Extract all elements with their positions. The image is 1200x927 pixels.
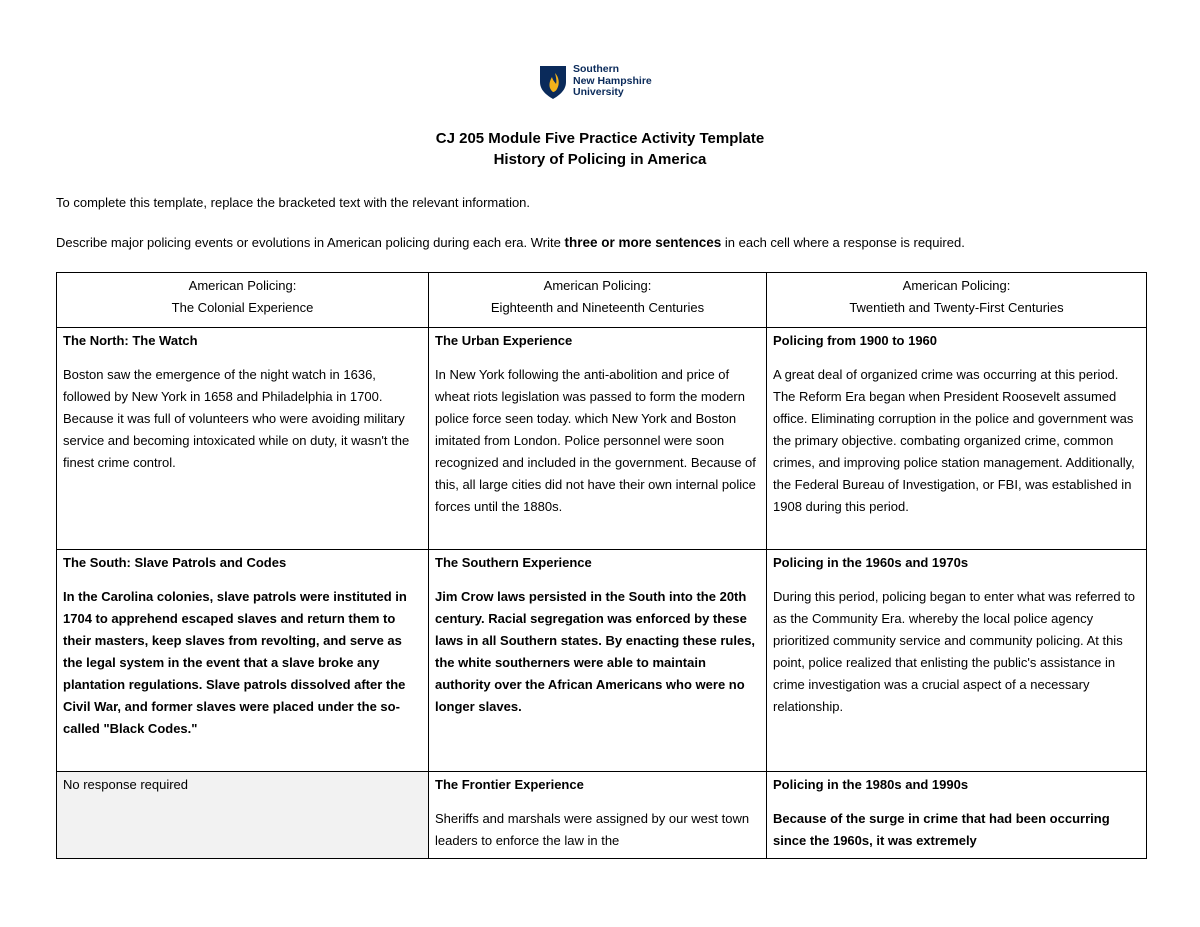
cell-body: During this period, policing began to enter what was referred to as the Community Era. whereby the local police agency prioritized community service and community policing. At this point, police realized that enlisting the public's assistance in crime investigation was a crucial aspect of a necessary relationship. <box>773 589 1136 714</box>
table-row <box>57 772 1147 859</box>
cell-1900-1960[interactable] <box>767 328 1147 550</box>
document-title <box>0 128 1200 170</box>
cell-body: Jim Crow laws persisted in the South into the 20th century. Racial segregation was enforced by these laws in all Southern states. By enacting these rules, the white southerners were able to maintain authority over the African Americans who were no longer slaves. <box>435 589 756 714</box>
cell-title: The Urban Experience <box>435 333 573 348</box>
cell-title: Policing in the 1960s and 1970s <box>773 555 969 570</box>
cell-body: In New York following the anti-abolition and price of wheat riots legislation was passed to form the modern police force seen today. which New York and Boston imitated from London. Police personnel were soon recognized and included in the government. Because of this, all large cities did not have their own internal police forces until the 1880s. <box>435 367 756 514</box>
table-header-row <box>57 273 1147 328</box>
header-sublabel: The Colonial Experience <box>171 300 314 315</box>
instruction-line-2-end: in each cell where a response is required. <box>721 235 965 250</box>
cell-north-watch[interactable] <box>57 328 429 550</box>
shield-flame-icon <box>538 64 568 100</box>
header-sublabel: Twentieth and Twenty-First Centuries <box>849 300 1064 315</box>
cell-title: The North: The Watch <box>63 333 198 348</box>
logo-line-3: University <box>573 86 624 98</box>
instruction-line-2-start: Describe major policing events or evolutions in American policing during each era. Write <box>56 235 565 250</box>
cell-title: Policing from 1900 to 1960 <box>773 333 938 348</box>
logo-wordmark <box>573 64 652 99</box>
cell-body: Boston saw the emergence of the night watch in 1636, followed by New York in 1658 and Philadelphia in 1700. Because it was full of volunteers who were avoiding military service and becoming intoxicated while on duty, it wasn't the finest crime control. <box>63 367 410 470</box>
table-row <box>57 550 1147 772</box>
instruction-line-1: To complete this template, replace the bracketed text with the relevant information. <box>56 195 531 210</box>
instruction-line-2 <box>56 234 965 252</box>
header-sublabel: Eighteenth and Nineteenth Centuries <box>490 300 705 315</box>
table-row <box>57 328 1147 550</box>
cell-title: Policing in the 1980s and 1990s <box>773 777 969 792</box>
cell-title: The South: Slave Patrols and Codes <box>63 555 287 570</box>
header-18th-19th <box>429 273 767 328</box>
title-line-2: History of Policing in America <box>493 151 707 168</box>
header-label: American Policing: <box>188 278 297 293</box>
cell-body: Because of the surge in crime that had been occurring since the 1960s, it was extremely <box>773 811 1110 848</box>
instruction-line-2-bold: three or more sentences <box>564 235 722 250</box>
logo-line-1: Southern <box>573 63 620 75</box>
cell-slave-patrols[interactable] <box>57 550 429 772</box>
title-line-1: CJ 205 Module Five Practice Activity Template <box>435 130 765 147</box>
cell-1960s-1970s[interactable] <box>767 550 1147 772</box>
cell-urban-experience[interactable] <box>429 328 767 550</box>
policing-history-table <box>56 272 1147 859</box>
header-20th-21st <box>767 273 1147 328</box>
cell-no-response <box>57 772 429 859</box>
header-label: American Policing: <box>902 278 1011 293</box>
cell-title: The Frontier Experience <box>435 777 584 792</box>
header-label: American Policing: <box>543 278 652 293</box>
cell-body: A great deal of organized crime was occurring at this period. The Reform Era began when President Roosevelt assumed office. Eliminating corruption in the police and government was the primary objective. combating organized crime, common crimes, and improving police station management. Additionally, the Federal Bureau of Investigation, or FBI, was established in 1908 during this period. <box>773 367 1135 514</box>
snhu-logo <box>538 64 678 104</box>
logo-line-2: New Hampshire <box>573 74 652 87</box>
cell-southern-experience[interactable] <box>429 550 767 772</box>
cell-body: Sheriffs and marshals were assigned by our west town leaders to enforce the law in the <box>435 811 750 848</box>
cell-1980s-1990s[interactable] <box>767 772 1147 859</box>
header-colonial <box>57 273 429 328</box>
cell-title: The Southern Experience <box>435 555 592 570</box>
cell-frontier-experience[interactable] <box>429 772 767 859</box>
cell-body: No response required <box>63 777 189 792</box>
cell-body: In the Carolina colonies, slave patrols were instituted in 1704 to apprehend escaped slaves and return them to their masters, keep slaves from revolting, and serve as the legal system in the event that a slave broke any plantation regulations. Slave patrols dissolved after the Civil War, and former slaves were placed under the so-called "Black Codes." <box>63 589 407 736</box>
